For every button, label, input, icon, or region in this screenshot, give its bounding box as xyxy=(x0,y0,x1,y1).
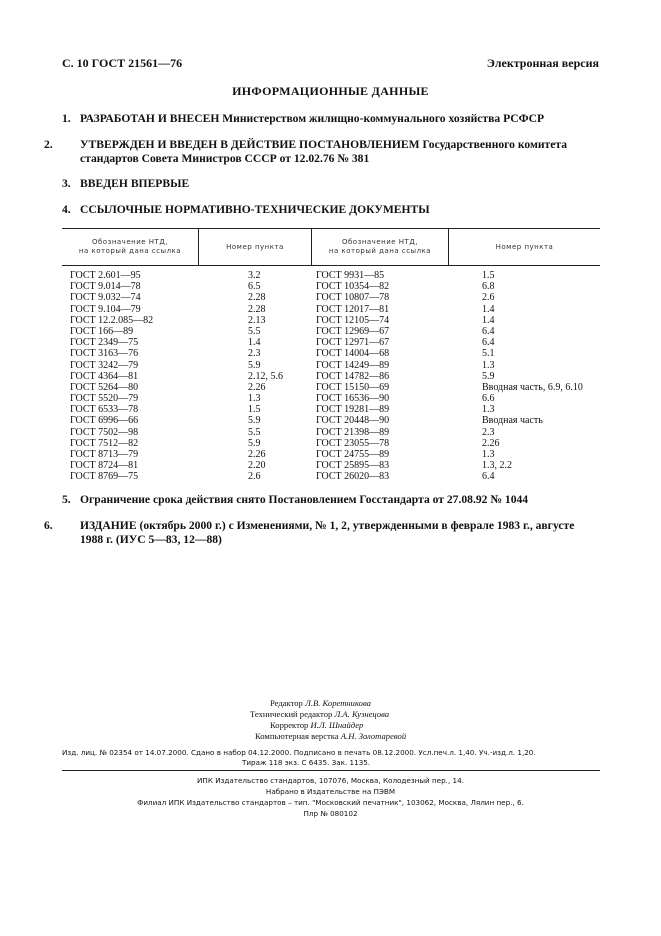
ntd-cell: ГОСТ 2349—75 xyxy=(70,337,139,349)
table-row xyxy=(62,415,600,426)
ntd-cell: ГОСТ 8724—81 xyxy=(70,460,139,472)
point-cell: 1.3 xyxy=(482,449,495,460)
ntd-cell: ГОСТ 7512—82 xyxy=(70,437,139,449)
info-item-1: 1. РАЗРАБОТАН И ВНЕСЕН Министерством жилищно-коммунального хозяйства РСФСР xyxy=(62,112,545,125)
ntd-cell: ГОСТ 9.032—74 xyxy=(70,292,141,304)
point-cell: 2.28 xyxy=(248,292,266,304)
imprint-line-1: Изд. лиц. № 02354 от 14.07.2000. Сдано в набор 04.12.2000. Подписано в печать 08.12.2000. Усл.печ.л. 1,40. Уч.-изд.л. 1,20. xyxy=(62,748,536,757)
imprint-line-2: Тираж 118 экз. С 6435. Зак. 1135. xyxy=(242,758,371,767)
table-row xyxy=(62,304,600,315)
info-item-5-text: Ограничение срока действия снято Постановлением Госстандарта от 27.08.92 № 1044 xyxy=(80,493,529,506)
ntd-cell: ГОСТ 10354—82 xyxy=(316,281,390,293)
table-row xyxy=(62,438,600,449)
ntd-cell: ГОСТ 25895—83 xyxy=(316,460,390,472)
header-point-left: Номер пункта xyxy=(226,242,284,251)
ntd-cell: ГОСТ 3242—79 xyxy=(70,359,139,371)
point-cell: 1.5 xyxy=(248,404,261,416)
ntd-cell: ГОСТ 4364—81 xyxy=(70,370,139,382)
ntd-cell: ГОСТ 8713—79 xyxy=(70,449,139,460)
table-row xyxy=(62,315,600,326)
reference-table-body xyxy=(62,270,600,483)
info-item-4: 4. ССЫЛОЧНЫЕ НОРМАТИВНО-ТЕХНИЧЕСКИЕ ДОКУМЕНТЫ xyxy=(62,203,430,216)
credit-layout: Компьютерная верстка А.Н. Золотаревой xyxy=(255,731,407,741)
ntd-cell: ГОСТ 5264—80 xyxy=(70,381,139,393)
point-cell: 2.26 xyxy=(248,449,266,460)
info-item-3-caps: ВВЕДЕН ВПЕРВЫЕ xyxy=(80,177,190,190)
credit-tech-editor: Технический редактор Л.А. Кузнецова xyxy=(250,709,390,719)
info-item-4-caps: ССЫЛОЧНЫЕ НОРМАТИВНО-ТЕХНИЧЕСКИЕ ДОКУМЕНТЫ xyxy=(80,203,430,216)
info-item-2: 2. УТВЕРЖДЕН И ВВЕДЕН В ДЕЙСТВИЕ ПОСТАНОВЛЕНИЕМ Государственного комитета стандартов Совета Министров СССР от 12.02.76 № 381 xyxy=(44,138,567,165)
point-cell: 2.3 xyxy=(248,348,261,360)
table-row xyxy=(62,326,600,337)
credit-proofreader: Корректор И.Л. Шнайдер xyxy=(270,720,364,730)
table-row xyxy=(62,337,600,348)
publisher-line-3: Филиал ИПК Издательство стандартов – тип. "Московский печатник", 103062, Москва, Лялин пер., 6. xyxy=(137,798,524,807)
ntd-cell: ГОСТ 6996—66 xyxy=(70,415,139,427)
point-cell: 2.28 xyxy=(248,303,266,315)
divider-rule xyxy=(62,770,600,771)
ntd-cell: ГОСТ 9931—85 xyxy=(316,270,385,281)
ntd-cell: ГОСТ 24755—89 xyxy=(316,449,390,460)
table-row xyxy=(62,270,600,281)
point-cell: 6.6 xyxy=(482,393,495,405)
publisher-line-2: Набрано в Издательстве на ПЭВМ xyxy=(265,787,396,796)
publisher-line-4: Плр № 080102 xyxy=(303,809,358,818)
info-item-6-text: (октябрь 2000 г.) с Изменениями, № 1, 2, утвержденными в феврале 1983 г., августе 1988 г. (ИУС 5—83, 12—88) xyxy=(80,519,575,546)
point-cell: 1.4 xyxy=(482,314,495,326)
table-row xyxy=(62,393,600,404)
info-item-3: 3. ВВЕДЕН ВПЕРВЫЕ xyxy=(62,177,190,190)
ntd-cell: ГОСТ 6533—78 xyxy=(70,404,139,416)
info-item-6-caps: ИЗДАНИЕ xyxy=(80,519,137,532)
ntd-cell: ГОСТ 12971—67 xyxy=(316,337,390,349)
point-cell: 2.6 xyxy=(248,471,261,483)
table-row xyxy=(62,427,600,438)
ntd-cell: ГОСТ 166—89 xyxy=(70,325,134,337)
point-cell: 5.9 xyxy=(248,437,261,449)
ntd-cell: ГОСТ 7502—98 xyxy=(70,426,139,438)
point-cell: 6.4 xyxy=(482,471,495,483)
point-cell: 6.4 xyxy=(482,337,495,349)
header-doc-id: С. 10 ГОСТ 21561—76 xyxy=(62,56,183,70)
point-cell: 5.5 xyxy=(248,325,261,337)
page-title: ИНФОРМАЦИОННЫЕ ДАННЫЕ xyxy=(232,84,429,98)
info-item-1-text: Министерством жилищно-коммунального хозяйства РСФСР xyxy=(219,112,545,125)
ntd-cell: ГОСТ 16536—90 xyxy=(316,393,390,405)
header-ntd-left: Обозначение НТД, на который дана ссылка xyxy=(78,238,182,255)
reference-table-header xyxy=(62,228,600,266)
ntd-cell: ГОСТ 19281—89 xyxy=(316,404,390,416)
ntd-cell: ГОСТ 8769—75 xyxy=(70,471,139,483)
point-cell: 5.9 xyxy=(482,370,495,382)
reference-table xyxy=(62,228,600,483)
header-edition: Электронная версия xyxy=(486,56,599,70)
table-row xyxy=(62,460,600,471)
table-row xyxy=(62,404,600,415)
header-ntd-right: Обозначение НТД, на который дана ссылка xyxy=(328,238,432,255)
info-item-2-caps: УТВЕРЖДЕН И ВВЕДЕН В ДЕЙСТВИЕ ПОСТАНОВЛЕНИЕМ xyxy=(80,138,420,151)
table-row xyxy=(62,360,600,371)
ntd-cell: ГОСТ 14782—86 xyxy=(316,370,390,382)
ntd-cell: ГОСТ 12017—81 xyxy=(316,303,390,315)
ntd-cell: ГОСТ 14249—89 xyxy=(316,359,390,371)
table-row xyxy=(62,348,600,359)
point-cell: 2.6 xyxy=(482,292,495,304)
info-item-1-caps: РАЗРАБОТАН И ВНЕСЕН xyxy=(80,112,220,125)
ntd-cell: ГОСТ 20448—90 xyxy=(316,415,390,427)
point-cell: 6.4 xyxy=(482,325,495,337)
ntd-cell: ГОСТ 23055—78 xyxy=(316,437,390,449)
ntd-cell: ГОСТ 3163—76 xyxy=(70,348,139,360)
point-cell: 6.8 xyxy=(482,281,495,293)
point-cell: Вводная часть, 6.9, 6.10 xyxy=(482,381,583,393)
credit-editor: Редактор Л.В. Коретникова xyxy=(270,698,371,708)
point-cell: 2.26 xyxy=(248,381,266,393)
point-cell: 5.1 xyxy=(482,348,495,360)
table-row xyxy=(62,382,600,393)
publisher-line-1: ИПК Издательство стандартов, 107076, Москва, Колодезный пер., 14. xyxy=(197,776,464,785)
point-cell: 1.3 xyxy=(248,393,261,405)
ntd-cell: ГОСТ 26020—83 xyxy=(316,471,390,483)
point-cell: 6.5 xyxy=(248,281,261,293)
point-cell: 1.4 xyxy=(482,303,495,315)
table-row xyxy=(62,471,600,482)
point-cell: 1.4 xyxy=(248,337,261,349)
point-cell: 5.9 xyxy=(248,359,261,371)
ntd-cell: ГОСТ 12105—74 xyxy=(316,314,390,326)
info-item-2-text: Государственного комитета стандартов Совета Министров СССР от 12.02.76 № 381 xyxy=(80,138,567,165)
ntd-cell: ГОСТ 12969—67 xyxy=(316,325,390,337)
point-cell: 1.3 xyxy=(482,359,495,371)
point-cell: Вводная часть xyxy=(482,415,543,427)
table-row xyxy=(62,371,600,382)
ntd-cell: ГОСТ 10807—78 xyxy=(316,292,390,304)
header-point-right: Номер пункта xyxy=(495,242,554,251)
point-cell: 2.12, 5.6 xyxy=(248,370,283,382)
table-row xyxy=(62,292,600,303)
point-cell: 5.5 xyxy=(248,426,261,438)
ntd-cell: ГОСТ 14004—68 xyxy=(316,348,390,360)
ntd-cell: ГОСТ 2.601—95 xyxy=(70,270,141,281)
ntd-cell: ГОСТ 15150—69 xyxy=(316,381,390,393)
ntd-cell: ГОСТ 9.014—78 xyxy=(70,281,141,293)
imprint-block xyxy=(62,748,600,768)
ntd-cell: ГОСТ 21398—89 xyxy=(316,426,390,438)
point-cell: 2.3 xyxy=(482,426,495,438)
point-cell: 3.2 xyxy=(248,270,261,281)
point-cell: 2.13 xyxy=(248,314,266,326)
ntd-cell: ГОСТ 12.2.085—82 xyxy=(70,314,154,326)
point-cell: 1.3, 2.2 xyxy=(482,460,512,472)
info-item-5: 5. Ограничение срока действия снято Постановлением Госстандарта от 27.08.92 № 1044 xyxy=(62,493,529,506)
table-row xyxy=(62,449,600,460)
table-row xyxy=(62,281,600,292)
ntd-cell: ГОСТ 5520—79 xyxy=(70,393,139,405)
point-cell: 2.26 xyxy=(482,437,500,449)
ntd-cell: ГОСТ 9.104—79 xyxy=(70,303,141,315)
info-item-6: 6. ИЗДАНИЕ (октябрь 2000 г.) с Изменениями, № 1, 2, утвержденными в феврале 1983 г., августе 1988 г. (ИУС 5—83, 12—88) xyxy=(44,519,575,546)
point-cell: 5.9 xyxy=(248,415,261,427)
point-cell: 2.20 xyxy=(248,460,266,472)
point-cell: 1.5 xyxy=(482,270,495,281)
point-cell: 1.3 xyxy=(482,404,495,416)
